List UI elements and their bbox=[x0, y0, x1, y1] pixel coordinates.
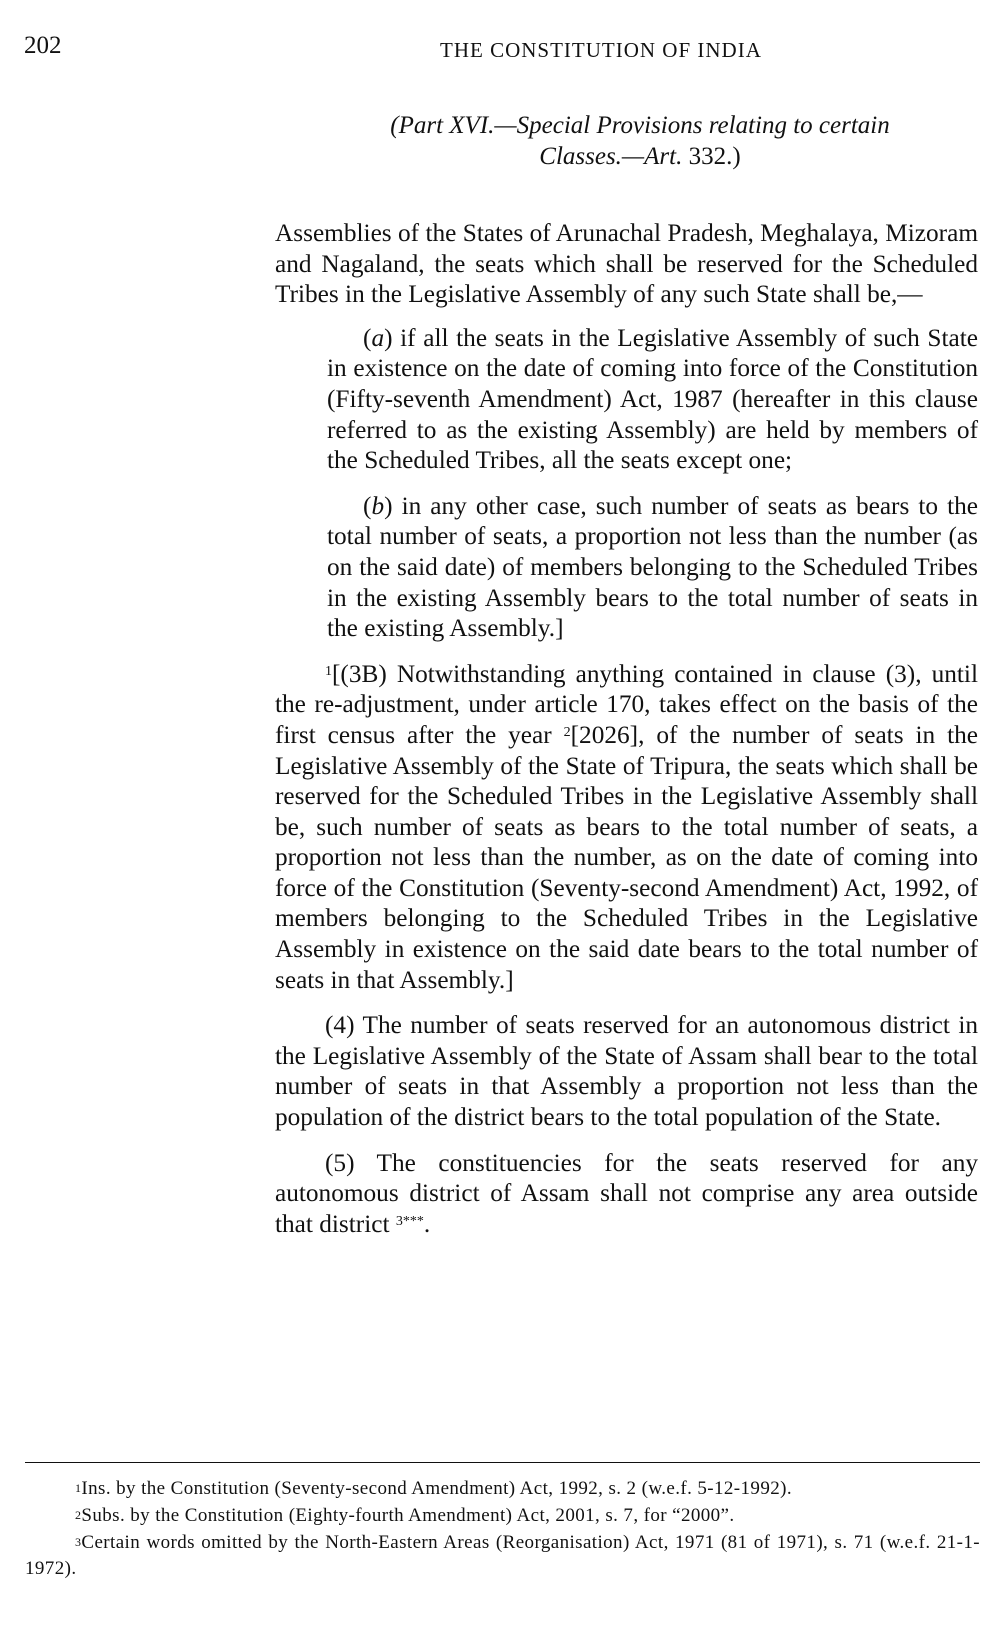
clause-b-label: b bbox=[371, 491, 385, 520]
clause-b-close: ) bbox=[384, 491, 393, 520]
clause-b-text: in any other case, such number of seats as bears to the total number of seats, a proportion not less than the number (as on the said date) of members belonging to the Scheduled Tribes in the existing Assembly bears to the total number of seats in the existing Assembly.] bbox=[327, 491, 978, 643]
part-heading-line2-italic: Classes.—Art. bbox=[539, 143, 683, 170]
clause-5-end: . bbox=[423, 1209, 431, 1238]
clause-5 bbox=[275, 1148, 978, 1240]
clause-b bbox=[327, 491, 978, 644]
footnote-1 bbox=[25, 1476, 980, 1502]
page-number: 202 bbox=[24, 32, 62, 59]
footnote-divider bbox=[25, 1462, 980, 1463]
footnote-ref-2[interactable]: 2 bbox=[563, 724, 571, 740]
article-number: 332.) bbox=[682, 143, 741, 170]
footnote-2-text: Subs. by the Constitution (Eighty-fourth Amendment) Act, 2001, s. 7, for “2000”. bbox=[81, 1505, 735, 1526]
clause-a-label: a bbox=[371, 323, 385, 352]
footnote-3-ref: 3 bbox=[75, 1535, 82, 1549]
part-heading-line1: (Part XVI.—Special Provisions relating to certain bbox=[390, 112, 890, 139]
omission-marker: *** bbox=[402, 1213, 424, 1229]
footnotes bbox=[25, 1476, 980, 1583]
clause-3b bbox=[275, 659, 978, 996]
part-heading-line2 bbox=[300, 141, 980, 172]
clause-4: (4) The number of seats reserved for an autonomous district in the Legislative Assembly of the State of Assam shall bear to the total number of seats in that Assembly a proportion not less than the population of the district bears to the total population of the State. bbox=[275, 1011, 978, 1132]
footnote-3-text: Certain words omitted by the North-Eastern Areas (Reorganisation) Act, 1971 (81 of 1971), s. 71 (w.e.f. 21-1-1972). bbox=[25, 1532, 980, 1579]
footnote-1-ref: 1 bbox=[75, 1481, 82, 1495]
clause-a-text: if all the seats in the Legislative Assembly of such State in existence on the date of coming into force of the Constitution (Fifty-seventh Amendment) Act, 1987 (hereafter in this clause referred to as the existing Assembly) are held by members of the Scheduled Tribes, all the seats except one; bbox=[327, 323, 978, 475]
clause-b-open: ( bbox=[363, 491, 372, 520]
footnote-2-ref: 2 bbox=[75, 1508, 82, 1522]
article-body bbox=[275, 218, 978, 1254]
footnote-ref-3-number[interactable]: 3 bbox=[395, 1213, 403, 1229]
running-title: THE CONSTITUTION OF INDIA bbox=[440, 38, 762, 62]
part-heading bbox=[300, 110, 980, 172]
clause-5-text: (5) The constituencies for the seats reserved for any autonomous district of Assam shall not comprise any area outside that district bbox=[275, 1148, 978, 1238]
footnote-ref-3[interactable] bbox=[396, 1214, 424, 1229]
footnote-1-text: Ins. by the Constitution (Seventy-second Amendment) Act, 1992, s. 2 (w.e.f. 5-12-1992). bbox=[81, 1478, 793, 1499]
lead-paragraph: Assemblies of the States of Arunachal Pradesh, Meghalaya, Mizoram and Nagaland, the seats which shall be reserved for the Scheduled Tribes in the Legislative Assembly of any such State shall be,— bbox=[275, 219, 978, 309]
clause-a-close: ) bbox=[384, 323, 393, 352]
clause-3b-text-2: [2026], of the number of seats in the Legislative Assembly of the State of Tripura, the seats which shall be reserved for the Scheduled Tribes in the Legislative Assembly shall be, such number of seats as bears to the total number of seats, a proportion not less than the number, as on the date of coming into force of the Constitution (Seventy-second Amendment) Act, 1992, of members belonging to the Scheduled Tribes in the Legislative Assembly in existence on the said date bears to the total number of seats in that Assembly.] bbox=[275, 720, 978, 994]
clause-a bbox=[327, 323, 978, 476]
footnote-3 bbox=[25, 1530, 980, 1582]
footnote-2 bbox=[25, 1503, 980, 1529]
clause-3b-text-1: [(3B) Notwithstanding anything contained in clause (3), until the re-adjustment, under article 170, takes effect on the basis of the first census after the year bbox=[275, 659, 978, 749]
footnote-ref-1[interactable]: 1 bbox=[325, 663, 332, 679]
clause-a-open: ( bbox=[363, 323, 372, 352]
